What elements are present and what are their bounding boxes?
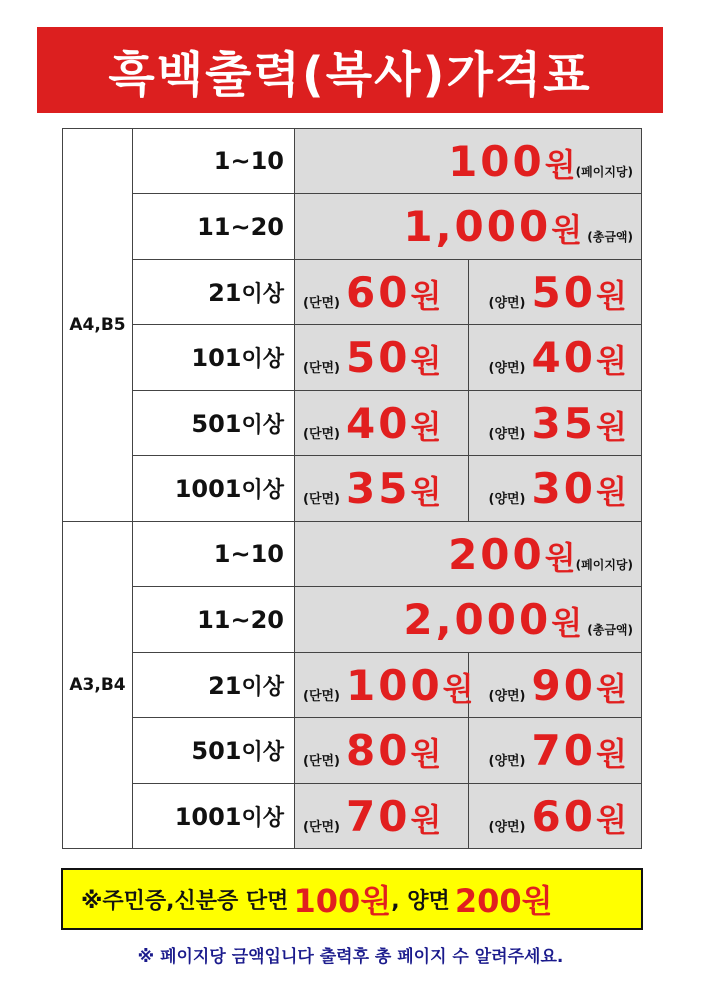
- range-number: 1001: [174, 802, 242, 831]
- double-sided-cell: [468, 456, 642, 522]
- single-sided-cell: [295, 784, 469, 849]
- price-cell: [295, 129, 642, 194]
- size-label-a4b5: A4,B5: [63, 129, 133, 522]
- price-value: 1,000: [403, 202, 552, 251]
- table-row: [63, 391, 642, 456]
- double-sided-unit: 원: [595, 800, 627, 839]
- single-sided-unit: 원: [442, 669, 474, 708]
- double-sided-price: 60: [531, 791, 596, 841]
- single-sided-price: 40: [346, 398, 411, 448]
- range-cell: [133, 718, 295, 784]
- table-row: [63, 129, 642, 194]
- table-row: [63, 456, 642, 522]
- id-notice-double-price: 200원: [454, 882, 553, 920]
- double-sided-price: 40: [531, 333, 596, 382]
- size-label-a3b4: A3,B4: [63, 522, 133, 849]
- range-cell: [133, 784, 295, 849]
- range-cell: [133, 456, 295, 522]
- range-cell: 1~10: [133, 129, 295, 194]
- range-cell: [133, 653, 295, 718]
- single-sided-label: (단면): [303, 688, 340, 704]
- single-sided-label: (단면): [303, 295, 340, 311]
- double-sided-cell: [468, 653, 642, 718]
- range-cell: 11~20: [133, 587, 295, 653]
- double-sided-label: (양면): [488, 819, 526, 835]
- id-notice-prefix: ※주민증,신분증 단면: [81, 888, 289, 914]
- single-sided-price: 35: [346, 464, 411, 513]
- range-number: 1001: [174, 475, 242, 503]
- id-card-notice: [61, 868, 643, 930]
- price-unit: 원: [544, 538, 576, 577]
- single-sided-label: (단면): [303, 492, 340, 507]
- range-cell: [133, 325, 295, 391]
- range-suffix: 이상: [241, 478, 284, 503]
- table-row: [63, 194, 642, 260]
- single-sided-cell: [295, 260, 469, 325]
- single-sided-unit: 원: [410, 800, 442, 839]
- page-title: 흑백출력(복사)가격표: [108, 46, 592, 103]
- range-suffix: 이상: [241, 412, 284, 438]
- double-sided-unit: 원: [595, 735, 627, 773]
- single-sided-cell: [295, 718, 469, 784]
- table-row: [63, 718, 642, 784]
- single-sided-price: 60: [346, 267, 411, 317]
- id-notice-single-price: 100원: [293, 882, 392, 920]
- double-sided-label: (양면): [488, 426, 526, 442]
- table-row: [63, 587, 642, 653]
- double-sided-unit: 원: [595, 669, 627, 708]
- double-sided-price: 90: [531, 660, 596, 710]
- table-row: [63, 522, 642, 587]
- single-sided-label: (단면): [303, 819, 340, 835]
- range-cell: [133, 391, 295, 456]
- double-sided-price: 35: [531, 398, 596, 448]
- single-sided-unit: 원: [410, 276, 442, 315]
- double-sided-label: (양면): [488, 688, 526, 704]
- single-sided-unit: 원: [410, 407, 442, 446]
- range-number: 501: [191, 737, 242, 765]
- range-cell: 11~20: [133, 194, 295, 260]
- table-row: [63, 653, 642, 718]
- id-notice-separator: , 양면: [391, 888, 450, 914]
- single-sided-price: 100: [346, 660, 443, 710]
- double-sided-unit: 원: [595, 407, 627, 446]
- price-cell: [295, 194, 642, 260]
- price-value: 2,000: [403, 595, 552, 644]
- single-sided-cell: [295, 653, 474, 718]
- title-banner: [37, 27, 663, 113]
- double-sided-unit: 원: [595, 342, 627, 380]
- range-suffix: 이상: [241, 347, 284, 372]
- single-sided-price: 50: [346, 333, 411, 382]
- single-sided-cell: [295, 391, 469, 456]
- price-cell: [295, 522, 642, 587]
- single-sided-unit: 원: [410, 342, 442, 380]
- range-number: 21: [208, 671, 242, 700]
- price-value: 100: [448, 136, 545, 186]
- double-sided-cell: [468, 391, 642, 456]
- range-number: 21: [208, 278, 242, 307]
- single-sided-cell: [295, 325, 469, 391]
- price-unit: 원: [551, 211, 583, 249]
- table-row: [63, 260, 642, 325]
- double-sided-label: (양면): [488, 361, 526, 376]
- price-note: (총금액): [587, 623, 633, 637]
- range-suffix: 이상: [241, 674, 284, 700]
- single-sided-cell: [295, 456, 469, 522]
- single-sided-label: (단면): [303, 361, 340, 376]
- price-cell: [295, 587, 642, 653]
- range-number: 501: [191, 409, 242, 438]
- single-sided-label: (단면): [303, 426, 340, 442]
- range-suffix: 이상: [241, 805, 284, 831]
- price-note: (페이지당): [575, 164, 633, 179]
- range-suffix: 이상: [241, 281, 284, 307]
- table-row: [63, 784, 642, 849]
- double-sided-label: (양면): [488, 295, 526, 311]
- range-cell: [133, 260, 295, 325]
- single-sided-price: 70: [346, 791, 411, 841]
- price-note: (페이지당): [575, 557, 633, 572]
- double-sided-label: (양면): [488, 492, 526, 507]
- table-row: [63, 325, 642, 391]
- double-sided-cell: [468, 260, 642, 325]
- footer-note: ※ 페이지당 금액입니다 출력후 총 페이지 수 알려주세요.: [137, 947, 564, 967]
- single-sided-label: (단면): [303, 754, 340, 769]
- double-sided-unit: 원: [595, 276, 627, 315]
- range-suffix: 이상: [241, 740, 284, 765]
- price-table: [62, 128, 642, 849]
- price-value: 200: [448, 529, 545, 579]
- double-sided-cell: [468, 718, 642, 784]
- double-sided-price: 70: [531, 726, 596, 775]
- double-sided-price: 30: [531, 464, 596, 513]
- price-unit: 원: [551, 604, 583, 642]
- price-unit: 원: [544, 145, 576, 184]
- double-sided-cell: [468, 325, 642, 391]
- range-number: 101: [191, 344, 242, 372]
- single-sided-unit: 원: [410, 473, 442, 511]
- single-sided-unit: 원: [410, 735, 442, 773]
- double-sided-label: (양면): [488, 754, 526, 769]
- price-note: (총금액): [587, 230, 633, 244]
- double-sided-cell: [468, 784, 642, 849]
- single-sided-price: 80: [346, 726, 411, 775]
- double-sided-unit: 원: [595, 473, 627, 511]
- double-sided-price: 50: [531, 267, 596, 317]
- range-cell: 1~10: [133, 522, 295, 587]
